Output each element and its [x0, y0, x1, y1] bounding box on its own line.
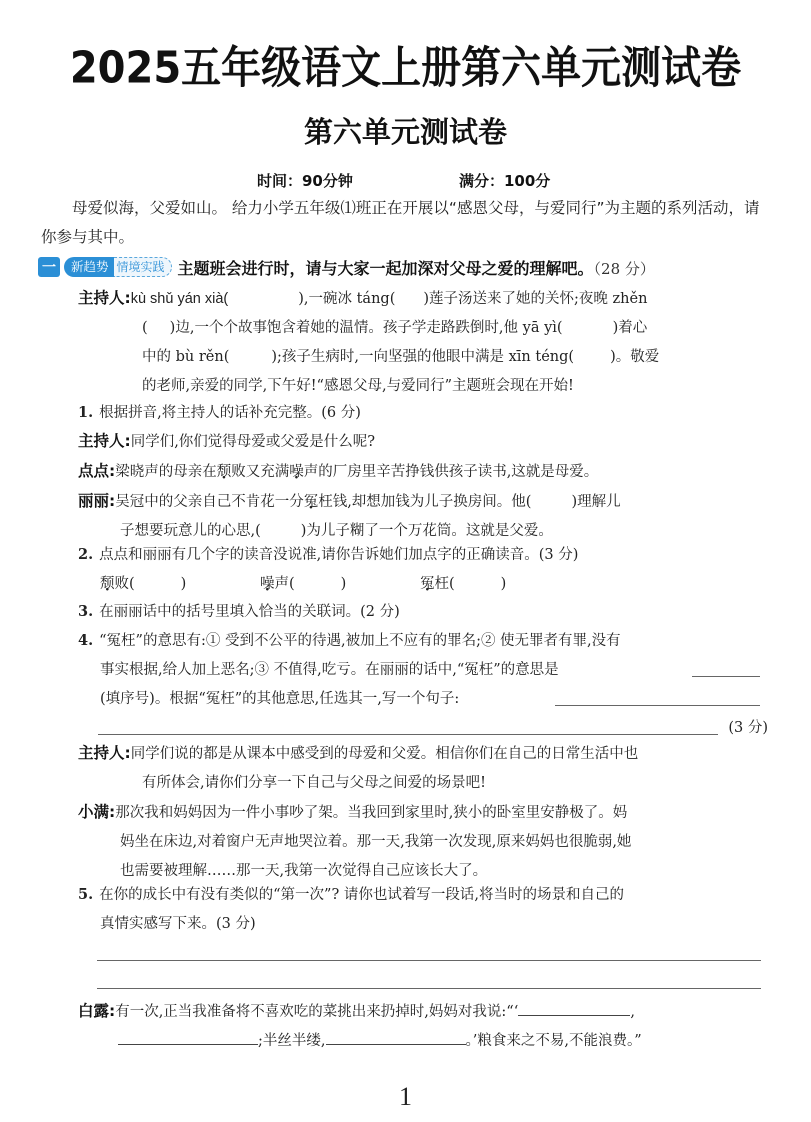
text: );孩子生病时,一向坚强的他眼中满是 xīn téng(	[271, 349, 575, 365]
section-number-badge: 一	[38, 257, 60, 277]
answer-blank[interactable]	[518, 1001, 630, 1016]
question-text: 根据拼音,将主持人的话补充完整。(6 分)	[99, 405, 361, 421]
dotted-char: 颓	[216, 464, 232, 480]
text: ),一碗冰 táng(	[298, 291, 396, 307]
section-1-header	[38, 255, 655, 279]
question-line	[78, 656, 768, 685]
dialog-line-diandian	[78, 457, 768, 487]
question-2	[78, 540, 768, 599]
section-title	[178, 256, 655, 279]
exam-time: 时间：90分钟	[257, 172, 353, 190]
question-5	[78, 880, 768, 939]
dialog-text: 同学们,你们觉得母爱或父爱是什么呢?	[130, 434, 376, 450]
full-score: 满分：100分	[459, 172, 551, 190]
speaker-label: 点点:	[78, 462, 116, 480]
host-intro-line-2	[78, 314, 768, 343]
question-3	[78, 597, 768, 627]
dialog-text: 也需要被理解……那一天,我第一次觉得自己应该长大了。	[120, 863, 488, 879]
dialog-text: 。’粮食来之不易,不能浪费。”	[465, 1033, 642, 1049]
host-intro-line-1	[78, 284, 768, 314]
question-4	[78, 626, 768, 743]
dialog-text: ;半丝半缕,	[258, 1033, 326, 1049]
host-intro-line-4: 的老师,亲爱的同学,下午好!“感恩父母,与爱同行”主题班会现在开始!	[142, 378, 574, 394]
item-text: )	[500, 576, 507, 592]
pinyin-text: kù shǔ yán xià(	[130, 291, 229, 307]
intro-paragraph: 母爱似海，父爱如山。 给力小学五年级⑴班正在开展以“感恩父母，与爱同行”为主题的系列活动，请你参与其中。	[41, 199, 760, 246]
pronunciation-items	[78, 570, 768, 599]
speaker-label: 白露:	[78, 1002, 116, 1020]
section-title-text: 主题班会进行时，请与大家一起加深对父母之爱的理解吧。	[177, 258, 594, 278]
item-text: 声(	[274, 576, 295, 592]
question-1	[78, 398, 768, 428]
dialog-text: 败又充满	[231, 464, 290, 480]
pronunciation-item	[260, 570, 420, 599]
new-trend-tag: 新趋势	[64, 257, 114, 277]
dialog-text: 有一次,正当我准备将不喜欢吃的菜挑出来扔掉时,妈妈对我说:“‘	[115, 1004, 519, 1020]
speaker-label: 主持人:	[78, 744, 131, 762]
dialog-line-bailu	[78, 997, 768, 1027]
pronunciation-item	[100, 570, 260, 599]
dialog-line-xiaoman	[78, 798, 768, 828]
dialog-line-host	[78, 427, 768, 457]
answer-line-q5-1[interactable]	[97, 960, 761, 961]
dotted-char: 冤	[420, 576, 435, 592]
question-text: 事实根据,给人加上恶名;③ 不值得,吃亏。在丽丽的话中,“冤枉”的意思是	[100, 662, 559, 678]
text: )边,一个个故事饱含着她的温情。孩子学走路跌倒时,他 yā yì(	[169, 320, 563, 336]
question-number: 1.	[78, 404, 94, 421]
question-number: 5.	[78, 886, 94, 903]
answer-line-q4-choice[interactable]	[692, 676, 760, 677]
dialog-text: ,	[630, 1004, 635, 1020]
item-text: )	[180, 576, 187, 592]
dialog-2	[78, 739, 768, 886]
dialog-text: 梁晓声的母亲在	[115, 464, 217, 480]
answer-blank[interactable]	[326, 1030, 466, 1045]
dialog-text: 那次我和妈妈因为一件小事吵了架。当我回到家里时,狭小的卧室里安静极了。妈	[115, 805, 628, 821]
dialog-text: 枉钱,却想加钱为儿子换房间。他(	[318, 494, 532, 510]
dialog-text: 吴冠中的父亲自己不肯花一分	[115, 494, 304, 510]
dialog-text: 声的厂房里辛苦挣钱供孩子读书,这就是母爱。	[303, 464, 599, 480]
item-text: 败(	[114, 576, 135, 592]
question-text: 在丽丽话中的括号里填入恰当的关联词。(2 分)	[99, 604, 400, 620]
question-text: 在你的成长中有没有类似的“第一次”? 请你也试着写一段话,将当时的场景和自己的	[99, 887, 624, 903]
dotted-char: 噪	[289, 464, 304, 480]
question-text: (填序号)。根据“冤枉”的其他意思,任选其一,写一个句子:	[100, 691, 460, 707]
context-practice-tag: 情境实践	[114, 257, 172, 277]
dialog-text: 子想要玩意儿的心思,(	[120, 523, 261, 539]
speaker-label: 主持人:	[78, 289, 131, 307]
dialog-bailu	[78, 997, 768, 1056]
question-line	[78, 685, 768, 714]
question-number: 4.	[78, 632, 94, 649]
dotted-char: 噪	[260, 576, 275, 592]
dialog-text: )理解儿	[571, 494, 621, 510]
host-intro	[78, 284, 768, 401]
main-title: 2025五年级语文上册第六单元测试卷	[69, 43, 742, 94]
item-text: 枉(	[434, 576, 455, 592]
speaker-label: 丽丽:	[78, 492, 116, 510]
speaker-label: 小满:	[78, 803, 116, 821]
text: (	[142, 320, 148, 336]
dialog-text: )为儿子糊了一个万花筒。这就是父爱。	[300, 523, 553, 539]
question-text: 真情实感写下来。(3 分)	[100, 916, 256, 932]
dotted-char: 颓	[100, 576, 115, 592]
page-number: 1	[399, 1082, 412, 1111]
dialog-text: 妈坐在床边,对着窗户无声地哭泣着。那一天,我第一次发现,原来妈妈也很脆弱,她	[120, 834, 632, 850]
dialog-1	[78, 427, 768, 546]
text: )莲子汤送来了她的关怀;夜晚 zhěn	[423, 291, 648, 307]
dotted-char: 冤	[303, 494, 319, 510]
dialog-line-bailu-2	[78, 1027, 768, 1056]
text: )。敬爱	[610, 349, 660, 365]
text: 中的 bù rěn(	[142, 349, 230, 365]
dialog-line-lili	[78, 487, 768, 517]
answer-line-q5-2[interactable]	[97, 988, 761, 989]
pronunciation-item	[420, 570, 580, 599]
question-number: 2.	[78, 546, 94, 563]
question-points: (3 分)	[728, 720, 768, 736]
answer-blank[interactable]	[118, 1030, 258, 1045]
answer-line-q4-sentence-2[interactable]	[98, 734, 718, 735]
item-text: )	[340, 576, 347, 592]
sub-title: 第六单元测试卷	[303, 115, 507, 149]
text: )着心	[612, 320, 648, 336]
question-text: 点点和丽丽有几个字的读音没说准,请你告诉她们加点字的正确读音。(3 分)	[99, 547, 579, 563]
question-number: 3.	[78, 603, 94, 620]
question-text: “冤枉”的意思有:① 受到不公平的待遇,被加上不应有的罪名;② 使无罪者有罪,没有	[99, 633, 621, 649]
answer-line-q4-sentence[interactable]	[555, 705, 760, 706]
dialog-text: 同学们说的都是从课本中感受到的母爱和父爱。相信你们在自己的日常生活中也	[130, 746, 639, 762]
dialog-line-host	[78, 739, 768, 769]
dialog-text: 有所体会,请你们分享一下自己与父母之间爱的场景吧!	[142, 775, 486, 791]
section-points: （28 分）	[593, 259, 655, 278]
host-intro-line-3	[78, 343, 768, 372]
speaker-label: 主持人:	[78, 432, 131, 450]
